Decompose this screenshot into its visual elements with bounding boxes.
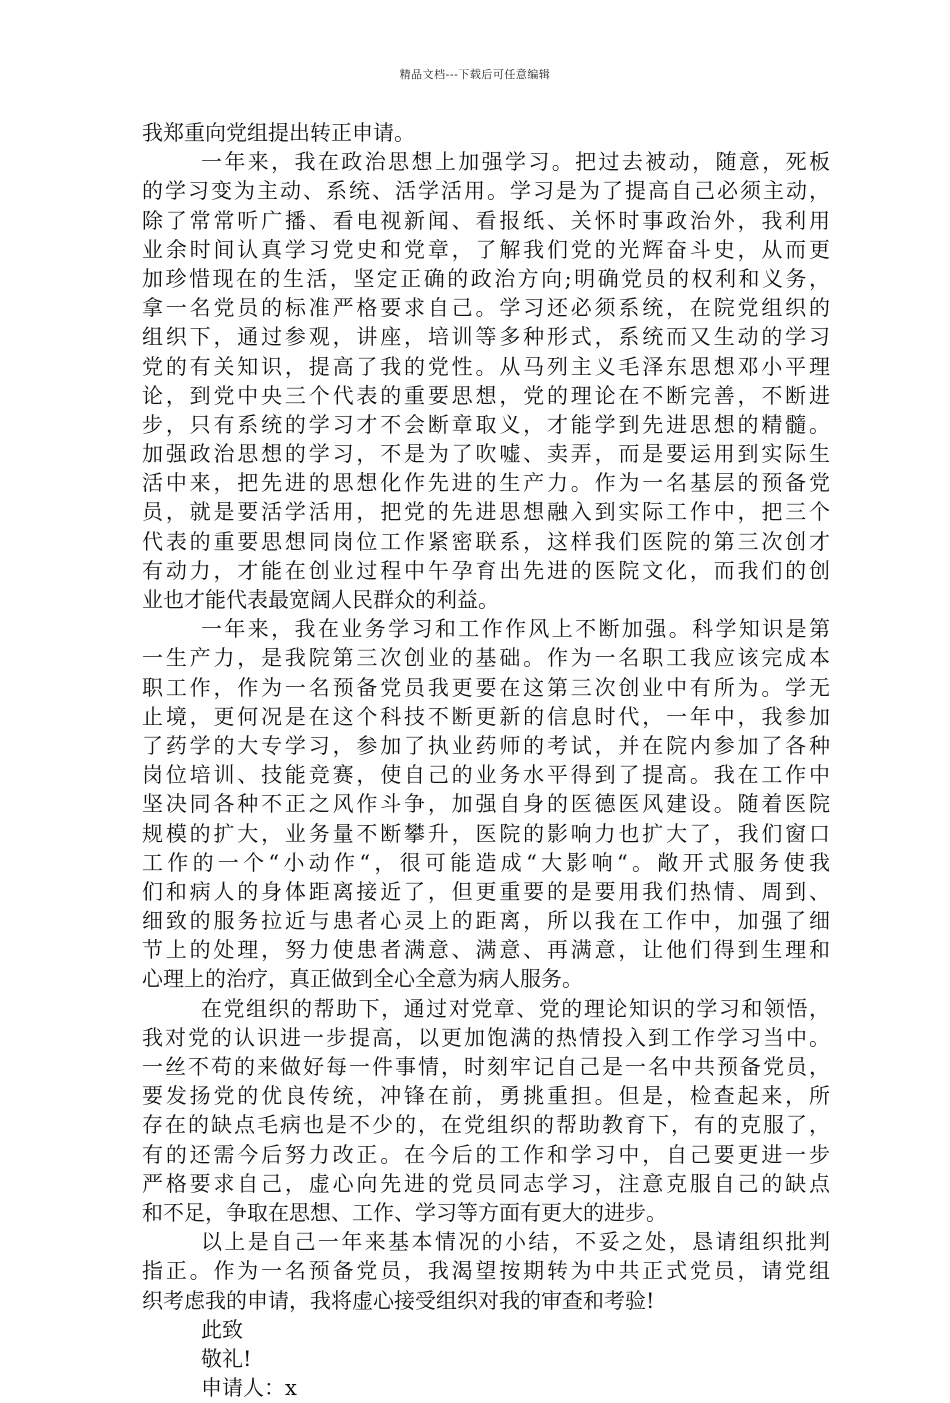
text-line: 一年来，我在业务学习和工作作风上不断加强。科学知识是第 (201, 617, 830, 642)
text-line: 除了常常听广播、看电视新闻、看报纸、关怀时事政治外，我利用 (142, 208, 830, 233)
text-line: 工作的一个“小动作“，很可能造成“大影响“。敞开式服务使我 (142, 850, 830, 875)
text-line: 细致的服务拉近与患者心灵上的距离，所以我在工作中，加强了细 (142, 909, 830, 934)
text-line: 和不足，争取在思想、工作、学习等方面有更大的进步。 (142, 1200, 667, 1225)
text-line: 党的有关知识，提高了我的党性。从马列主义毛泽东思想邓小平理 (142, 354, 830, 379)
text-line: 员，就是要活学活用，把党的先进思想融入到实际工作中，把三个 (142, 500, 830, 525)
text-line: 指正。作为一名预备党员，我渴望按期转为中共正式党员，请党组 (142, 1259, 830, 1284)
document-body (142, 119, 830, 1403)
text-line: 存在的缺点毛病也是不少的，在党组织的帮助教育下，有的克服了， (142, 1113, 830, 1138)
text-line: 岗位培训、技能竞赛，使自己的业务水平得到了提高。我在工作中 (142, 763, 830, 788)
text-line: 步，只有系统的学习才不会断章取义，才能学到先进思想的精髓。 (142, 412, 830, 437)
text-line: 加珍惜现在的生活，坚定正确的政治方向;明确党员的权利和义务， (142, 266, 830, 291)
text-line: 一丝不苟的来做好每一件事情，时刻牢记自己是一名中共预备党员， (142, 1055, 830, 1079)
text-line: 在党组织的帮助下，通过对党章、党的理论知识的学习和领悟， (201, 996, 830, 1021)
text-line: 论，到党中央三个代表的重要思想，党的理论在不断完善，不断进 (142, 383, 830, 408)
text-line: 职工作，作为一名预备党员我更要在这第三次创业中有所为。学无 (142, 675, 830, 700)
text-line: 织考虑我的申请，我将虚心接受组织对我的审查和考验! (142, 1288, 655, 1313)
text-line: 拿一名党员的标准严格要求自己。学习还必须系统，在院党组织的 (142, 296, 830, 321)
text-line: 代表的重要思想同岗位工作紧密联系，这样我们医院的第三次创才 (142, 529, 830, 554)
text-line: 们和病人的身体距离接近了，但更重要的是要用我们热情、周到、 (142, 879, 830, 904)
text-line: 规模的扩大，业务量不断攀升，医院的影响力也扩大了，我们窗口 (142, 821, 830, 846)
text-line: 止境，更何况是在这个科技不断更新的信息时代，一年中，我参加 (142, 704, 830, 729)
text-line: 有的还需今后努力改正。在今后的工作和学习中，自己要更进一步 (142, 1142, 830, 1167)
text-line: 有动力，才能在创业过程中午孕育出先进的医院文化，而我们的创 (142, 558, 830, 583)
text-line: 加强政治思想的学习，不是为了吹嘘、卖弄，而是要运用到实际生 (142, 442, 830, 467)
text-line: 一年来，我在政治思想上加强学习。把过去被动，随意，死板 (201, 150, 830, 175)
text-line: 我郑重向党组提出转正申请。 (142, 121, 415, 145)
text-line: 以上是自己一年来基本情况的小结，不妥之处，恳请组织批判 (201, 1230, 830, 1255)
text-line: 心理上的治疗，真正做到全心全意为病人服务。 (142, 967, 583, 992)
text-line: 坚决同各种不正之风作斗争，加强自身的医德医风建设。随着医院 (142, 792, 830, 817)
text-line: 我对党的认识进一步提高，以更加饱满的热情投入到工作学习当中。 (142, 1025, 830, 1050)
page-header: 精品文档---下载后可任意编辑 (399, 68, 551, 81)
text-line: 业也才能代表最宽阔人民群众的利益。 (142, 588, 499, 612)
text-line: 敬礼! (201, 1346, 252, 1371)
text-line: 节上的处理，努力使患者满意、满意、再满意，让他们得到生理和 (142, 938, 830, 963)
text-line: 的学习变为主动、系统、活学活用。学习是为了提高自己必须主动， (142, 179, 830, 204)
text-line: 严格要求自己，虚心向先进的党员同志学习，注意克服自己的缺点 (142, 1171, 830, 1196)
text-line: 活中来，把先进的思想化作先进的生产力。作为一名基层的预备党 (142, 471, 830, 496)
text-line: 了药学的大专学习，参加了执业药师的考试，并在院内参加了各种 (142, 733, 830, 758)
text-line: 业余时间认真学习党史和党章，了解我们党的光辉奋斗史，从而更 (142, 237, 830, 262)
text-line: 组织下，通过参观，讲座，培训等多种形式，系统而又生动的学习 (142, 325, 830, 350)
text-line: 要发扬党的优良传统，冲锋在前，勇挑重担。但是，检查起来，所 (142, 1084, 830, 1109)
text-line: 此致 (201, 1317, 243, 1342)
text-line: 一生产力，是我院第三次创业的基础。作为一名职工我应该完成本 (142, 646, 830, 671)
text-line: 申请人：x (201, 1376, 297, 1401)
